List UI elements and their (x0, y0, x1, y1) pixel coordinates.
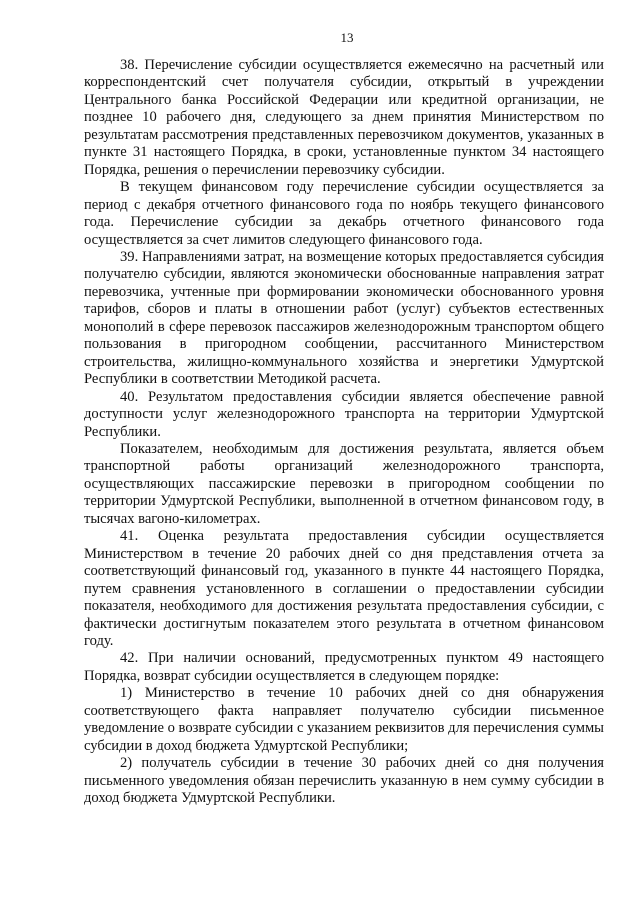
paragraph-40-indicator: Показателем, необходимым для достижения результата, является объем транспортной работы организаций железнодорожного транспорта, осуществляющих пассажирские перевозки в пригородном сообщении по территории Удмуртской Республики, выполненной в отчетном финансовом году, в тысячах вагоно-километрах. (84, 440, 604, 527)
paragraph-42: 42. При наличии оснований, предусмотренных пунктом 49 настоящего Порядка, возврат субсидии осуществляется в следующем порядке: (84, 650, 604, 684)
paragraph-38: 38. Перечисление субсидии осуществляется ежемесячно на расчетный или корреспондентский счет получателя субсидии, открытый в учреждении Центрального банка Российской Федерации или кредитной организации, не позднее 10 рабочего дня, следующего за днем принятия Министерством по результатам рассмотрения представленных перевозчиком документов, указанных в пункте 31 настоящего Порядка, в сроки, установленные пунктом 34 настоящего Порядка, решения о перечислении перевозчику субсидии. (84, 57, 604, 178)
paragraph-42-item-1: 1) Министерство в течение 10 рабочих дней со дня обнаружения соответствующего факта направляет получателю субсидии письменное уведомление о возврате субсидии с указанием реквизитов для перечисления суммы субсидии в доход бюджета Удмуртской Республики; (84, 685, 604, 754)
paragraph-39: 39. Направлениями затрат, на возмещение которых предоставляется субсидия получателю субсидии, являются экономически обоснованные направления затрат перевозчика, учтенные при формировании экономически обоснованного уровня тарифов, сборов и платы в отношении работ (услуг) субъектов естественных монополий в сфере перевозок пассажиров железнодорожным транспортом общего пользования в пригородном сообщении, рассчитанного Министерством строительства, жилищно-коммунального хозяйства и энергетики Удмуртской Республики в соответствии Методикой расчета. (84, 248, 604, 388)
paragraph-42-item-2: 2) получатель субсидии в течение 30 рабочих дней со дня получения письменного уведомления обязан перечислить указанную в нем сумму субсидии в доход бюджета Удмуртской Республики. (84, 755, 604, 807)
page-number: 13 (340, 30, 354, 45)
paragraph-38-payment-period: В текущем финансовом году перечисление субсидии осуществляется за период с декабря отчетного финансового года по ноябрь текущего финансового года. Перечисление субсидии за декабрь отчетного финансового года осуществляется за счет лимитов следующего финансового года. (84, 179, 604, 248)
paragraph-40: 40. Результатом предоставления субсидии является обеспечение равной доступности услуг железнодорожного транспорта на территории Удмуртской Республики. (84, 388, 604, 440)
paragraph-41: 41. Оценка результата предоставления субсидии осуществляется Министерством в течение 20 рабочих дней со дня представления отчета за соответствующий финансовый год, указанного в пункте 44 настоящего Порядка, путем сравнения установленного в соглашении о предоставлении субсидии показателя, необходимого для достижения результата предоставления субсидии, с фактически достигнутым показателем этого результата в отчетном финансовом году. (84, 528, 604, 649)
